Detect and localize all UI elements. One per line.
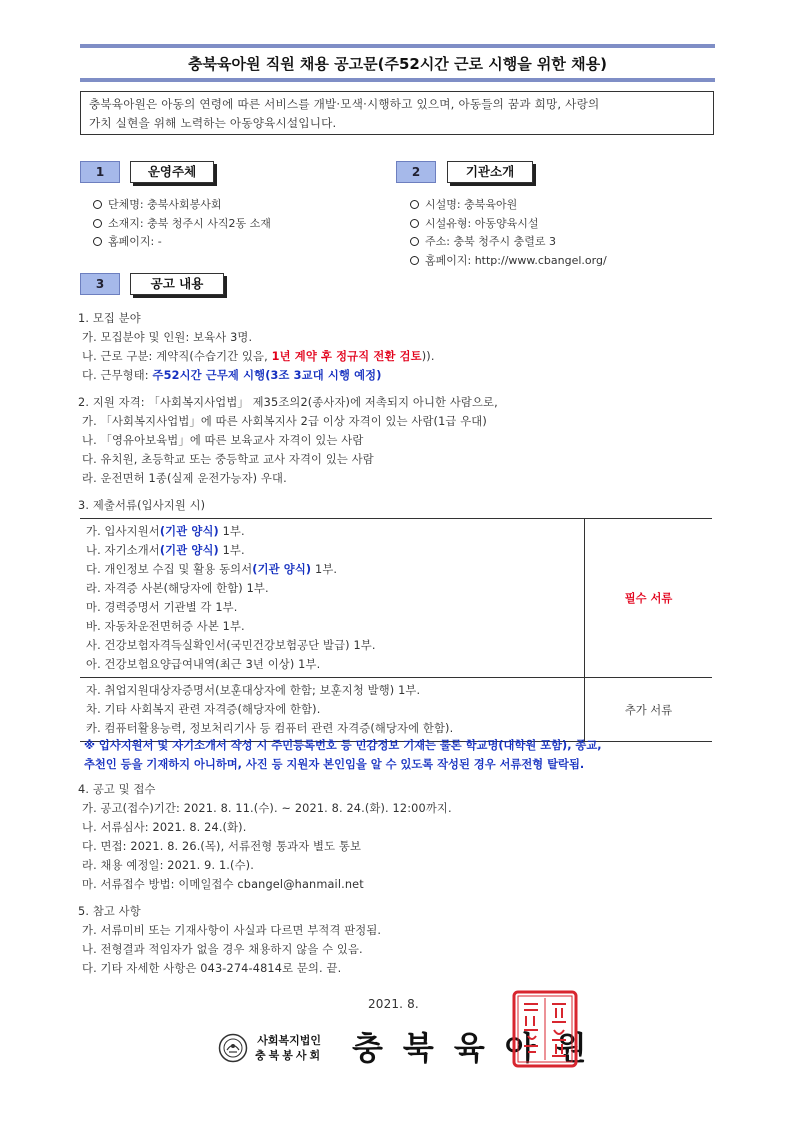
list-item: 아. 건강보험요양급여내역(최근 3년 이상) 1부.: [86, 658, 321, 671]
notes-line: 다. 기타 자세한 사항은 043-274-4814로 문의. 끝.: [82, 962, 342, 975]
intro-box: [80, 91, 714, 135]
table-row: [80, 519, 712, 678]
qualification-line: 나. 「영유아보육법」에 따른 보육교사 자격이 있는 사람: [82, 434, 364, 447]
page-title: 충북육아원 직원 채용 공고문(주52시간 근로 시행을 위한 채용): [188, 55, 607, 73]
circle-bullet-icon: [93, 200, 102, 209]
list-item: 시설명: 충북육아원: [410, 196, 607, 215]
recruit-heading: 1. 모집 분야: [78, 312, 141, 325]
qualification-line: 라. 운전면허 1종(실제 운전가능자) 우대.: [82, 472, 287, 485]
qualification-line: 다. 유치원, 초등학교 또는 중등학교 교사 자격이 있는 사람: [82, 453, 374, 466]
list-item: 카. 컴퓨터활용능력, 정보처리기사 등 컴퓨터 관련 자격증(해당자에 한함).: [86, 722, 454, 735]
notes-heading: 5. 참고 사항: [78, 905, 141, 918]
section-1-list: [93, 196, 271, 252]
list-item: 마. 경력증명서 기관별 각 1부.: [86, 601, 238, 614]
privacy-notice-line-2: 추천인 등을 기재하지 아니하며, 사진 등 지원자 본인임을 알 수 있도록 작성된 경우 서류전형 탈락됨.: [84, 758, 585, 771]
list-item: 바. 자동차운전면허증 사본 1부.: [86, 620, 245, 633]
list-item: 사. 건강보험자격득실확인서(국민건강보험공단 발급) 1부.: [86, 639, 376, 652]
schedule-block: [78, 780, 452, 894]
recruit-line-b: 나. 근로 구분: 계약직(수습기간 있음, 1년 계약 후 정규직 전환 검토)).: [82, 350, 435, 363]
schedule-heading: 4. 공고 및 접수: [78, 783, 156, 796]
section-3-label: 공고 내용: [130, 273, 224, 295]
list-item: 자. 취업지원대상자증명서(보훈대상자에 한함; 보훈지청 발행) 1부.: [86, 684, 421, 697]
section-2-label: 기관소개: [447, 161, 533, 183]
issue-date: 2021. 8.: [368, 997, 419, 1011]
list-item: 가. 입사지원서(기관 양식) 1부.: [86, 525, 245, 538]
intro-line-1: 충북육아원은 아동의 연령에 따른 서비스를 개발·모색·시행하고 있으며, 아동들의 꿈과 희망, 사랑의: [89, 97, 600, 111]
schedule-line: 나. 서류심사: 2021. 8. 24.(화).: [82, 821, 247, 834]
privacy-notice-line-1: ※ 입사지원서 및 자기소개서 작성 시 주민등록번호 등 민감정보 기재는 물론 학교명(대학원 포함), 종교,: [84, 739, 602, 752]
list-item: [410, 252, 607, 271]
title-bottom-bar: [80, 78, 715, 82]
section-3-number: 3: [80, 273, 120, 295]
title-top-bar: [80, 44, 715, 48]
circle-bullet-icon: [410, 219, 419, 228]
list-item: 다. 개인정보 수집 및 활용 동의서(기관 양식) 1부.: [86, 563, 338, 576]
list-item: 홈페이지: -: [93, 233, 271, 252]
circle-bullet-icon: [410, 256, 419, 265]
intro-line-2: 가치 실현을 위해 노력하는 아동양육시설입니다.: [89, 116, 337, 130]
circle-bullet-icon: [410, 237, 419, 246]
section-1-number: 1: [80, 161, 120, 183]
circle-bullet-icon: [93, 219, 102, 228]
homepage-link[interactable]: 홈페이지: http://www.cbangel.org/: [425, 253, 607, 267]
recruit-line-c: 다. 근무형태: 주52시간 근무제 시행(3조 3교대 시행 예정): [82, 369, 382, 382]
schedule-line: 라. 채용 예정일: 2021. 9. 1.(수).: [82, 859, 254, 872]
circle-bullet-icon: [410, 200, 419, 209]
qualification-block: [78, 393, 498, 488]
official-seal-stamp: [512, 990, 578, 1068]
required-documents-label: 필수 서류: [585, 519, 713, 678]
section-1-label: 운영주체: [130, 161, 214, 183]
recruit-line-a: 가. 모집분야 및 인원: 보육사 3명.: [82, 331, 253, 344]
notes-block: [78, 902, 381, 978]
required-documents-list: [80, 519, 585, 678]
list-item: 차. 기타 사회복지 관련 자격증(해당자에 한함).: [86, 703, 321, 716]
qualification-line: 가. 「사회복지사업법」에 따른 사회복지사 2급 이상 자격이 있는 사람(1급 우대): [82, 415, 487, 428]
list-item: 라. 자격증 사본(해당자에 한함) 1부.: [86, 582, 269, 595]
contract-conversion-highlight: 1년 계약 후 정규직 전환 검토: [271, 350, 422, 363]
organization-name: 충북육아원: [352, 1029, 607, 1067]
organization-emblem-icon: [218, 1033, 248, 1063]
table-row: [80, 678, 712, 742]
parent-organization: 충북봉사회: [255, 1049, 324, 1062]
schedule-line: 가. 공고(접수)기간: 2021. 8. 11.(수). ~ 2021. 8. 24.(화). 12:00까지.: [82, 802, 452, 815]
documents-table: [80, 518, 712, 742]
list-item: 소재지: 충북 청주시 사직2동 소재: [93, 215, 271, 234]
organization-type: 사회복지법인: [257, 1034, 321, 1047]
list-item: 나. 자기소개서(기관 양식) 1부.: [86, 544, 245, 557]
circle-bullet-icon: [93, 237, 102, 246]
schedule-line: 다. 면접: 2021. 8. 26.(목), 서류전형 통과자 별도 통보: [82, 840, 362, 853]
recruit-block: [78, 309, 435, 385]
list-item: 단체명: 충북사회봉사회: [93, 196, 271, 215]
list-item: 주소: 충북 청주시 충렬로 3: [410, 233, 607, 252]
section-2-list: [410, 196, 607, 270]
section-2-number: 2: [396, 161, 436, 183]
work-shift-highlight: 주52시간 근무제 시행(3조 3교대 시행 예정): [152, 369, 382, 382]
list-item: 시설유형: 아동양육시설: [410, 215, 607, 234]
documents-heading: 3. 제출서류(입사지원 시): [78, 499, 206, 512]
extra-documents-list: [80, 678, 585, 742]
organization-subtitle: [255, 1033, 323, 1063]
extra-documents-label: 추가 서류: [585, 678, 713, 742]
notes-line: 나. 전형결과 적임자가 없을 경우 채용하지 않을 수 있음.: [82, 943, 363, 956]
qualification-heading: 2. 지원 자격: 「사회복지사업법」 제35조의2(종사자)에 저촉되지 아니한 사람으로,: [78, 396, 498, 409]
notes-line: 가. 서류미비 또는 기재사항이 사실과 다르면 부적격 판정됨.: [82, 924, 382, 937]
privacy-notice: [84, 736, 602, 774]
schedule-line: 마. 서류접수 방법: 이메일접수 cbangel@hanmail.net: [82, 878, 364, 891]
